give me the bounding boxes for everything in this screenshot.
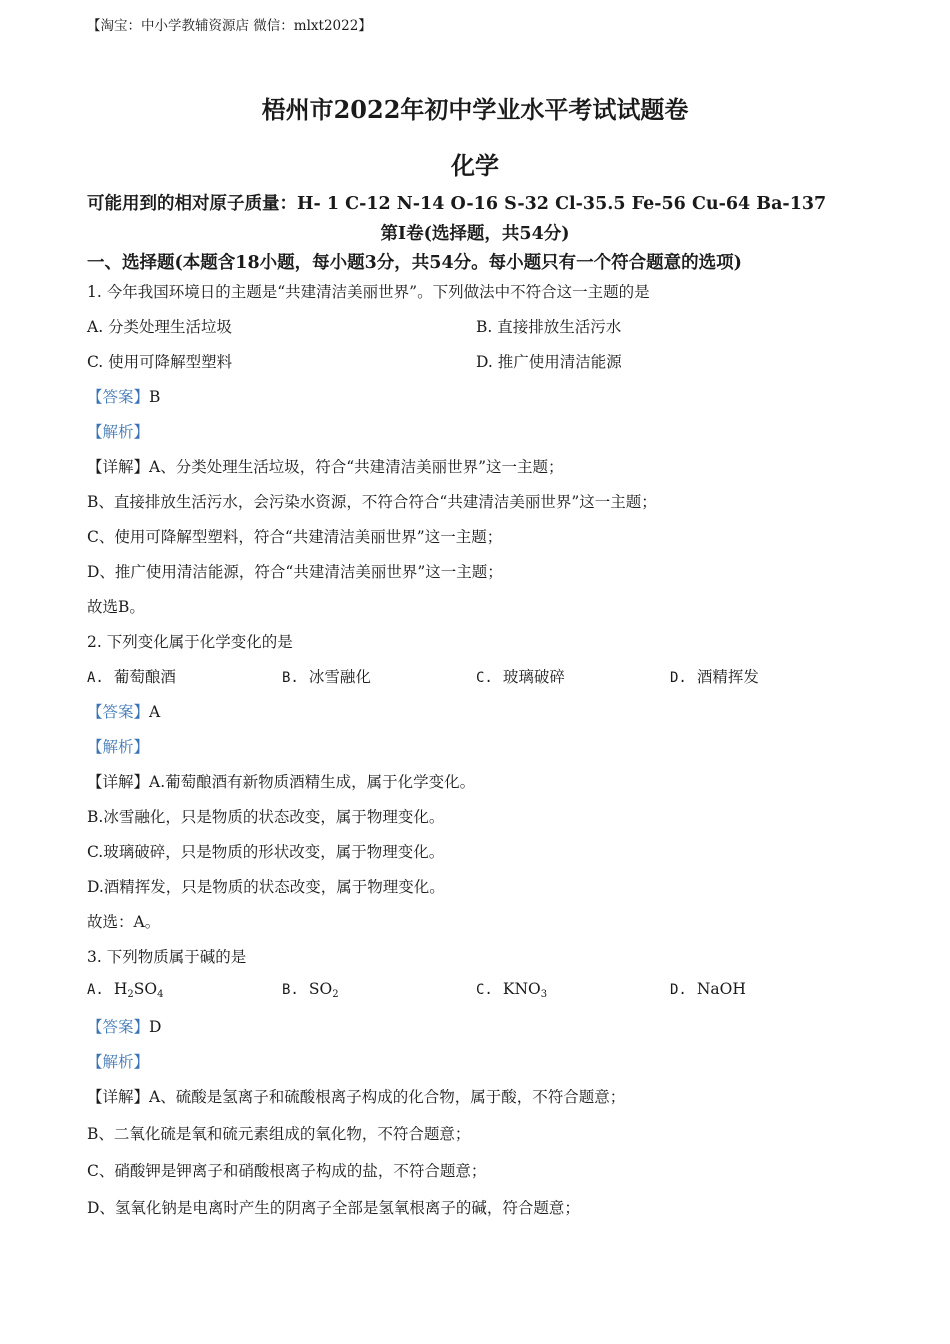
q1-detail-text: A、分类处理生活垃圾，符合“共建清洁美丽世界”这一主题； bbox=[149, 458, 564, 476]
q3-option-c bbox=[476, 980, 547, 1000]
option-letter: C. bbox=[476, 670, 493, 686]
formula-subscript: 4 bbox=[157, 989, 164, 1000]
subject-title: 化学 bbox=[451, 151, 499, 180]
q2-answer-value: A bbox=[149, 703, 161, 721]
formula-kno3 bbox=[503, 980, 547, 998]
q3-detail-4: D、氢氧化钠是电离时产生的阴离子全部是氢氧根离子的碱，符合题意； bbox=[87, 1199, 580, 1217]
q1-answer-value: B bbox=[149, 388, 161, 406]
q2-detail-4: D.酒精挥发，只是物质的状态改变，属于物理变化。 bbox=[87, 878, 445, 896]
formula-part: SO bbox=[133, 980, 158, 998]
part-title: 第Ⅰ卷(选择题，共54分) bbox=[380, 224, 570, 244]
detail-tag: 【详解】 bbox=[87, 773, 150, 791]
q2-option-c bbox=[476, 665, 565, 687]
q3-analysis-tag: 【解析】 bbox=[87, 1053, 150, 1071]
header-note: 【淘宝：中小学教辅资源店 微信：mlxt2022】 bbox=[87, 18, 372, 34]
option-letter: C. bbox=[476, 982, 493, 998]
answer-tag: 【答案】 bbox=[87, 1018, 150, 1036]
q3-option-a bbox=[87, 980, 163, 1000]
q1-analysis-tag: 【解析】 bbox=[87, 423, 150, 441]
option-text: 玻璃破碎 bbox=[502, 668, 565, 686]
q2-stem: 2. 下列变化属于化学变化的是 bbox=[87, 633, 293, 651]
formula-naoh: NaOH bbox=[696, 980, 746, 998]
q3-stem: 3. 下列物质属于碱的是 bbox=[87, 948, 247, 966]
option-text: 葡萄酿酒 bbox=[113, 668, 176, 686]
q2-detail-text: A.葡萄酿酒有新物质酒精生成，属于化学变化。 bbox=[149, 773, 476, 791]
atomic-masses: 可能用到的相对原子质量：H- 1 C-12 N-14 O-16 S-32 Cl-35.5 Fe-56 Cu-64 Ba-137 bbox=[87, 194, 827, 214]
q2-option-a bbox=[87, 665, 176, 687]
option-letter: A. bbox=[87, 982, 104, 998]
option-letter: B. bbox=[282, 982, 299, 998]
q1-option-b: B. 直接排放生活污水 bbox=[476, 318, 622, 336]
q2-analysis-tag: 【解析】 bbox=[87, 738, 150, 756]
option-letter: B. bbox=[282, 670, 299, 686]
formula-part: KNO bbox=[502, 980, 541, 998]
q3-detail-3: C、硝酸钾是钾离子和硝酸根离子构成的盐，不符合题意； bbox=[87, 1162, 487, 1180]
q2-detail-2: B.冰雪融化，只是物质的状态改变，属于物理变化。 bbox=[87, 808, 445, 826]
q1-detail-1 bbox=[87, 455, 564, 477]
q1-detail-2: B、直接排放生活污水，会污染水资源，不符合符合“共建清洁美丽世界”这一主题； bbox=[87, 493, 657, 511]
formula-subscript: 2 bbox=[332, 989, 339, 1000]
option-letter: D. bbox=[670, 670, 687, 686]
option-letter: D. bbox=[670, 982, 687, 998]
q3-option-b bbox=[282, 980, 339, 1000]
page-title: 梧州市2022年初中学业水平考试试题卷 bbox=[261, 95, 689, 124]
q1-stem: 1. 今年我国环境日的主题是“共建清洁美丽世界”。下列做法中不符合这一主题的是 bbox=[87, 283, 650, 301]
q2-detail-3: C.玻璃破碎，只是物质的形状改变，属于物理变化。 bbox=[87, 843, 445, 861]
q1-conclusion: 故选B。 bbox=[87, 598, 145, 616]
option-letter: A. bbox=[87, 670, 104, 686]
option-text: 酒精挥发 bbox=[696, 668, 759, 686]
answer-tag: 【答案】 bbox=[87, 703, 150, 721]
q3-detail-2: B、二氧化硫是氧和硫元素组成的氧化物，不符合题意； bbox=[87, 1125, 471, 1143]
q2-option-b bbox=[282, 665, 371, 687]
section-title: 一、选择题(本题含18小题，每小题3分，共54分。每小题只有一个符合题意的选项) bbox=[87, 253, 742, 273]
q1-answer bbox=[87, 385, 160, 407]
q3-detail-text: A、硫酸是氢离子和硫酸根离子构成的化合物，属于酸，不符合题意； bbox=[149, 1088, 626, 1106]
q2-conclusion: 故选：A。 bbox=[87, 913, 161, 931]
q1-option-c: C. 使用可降解型塑料 bbox=[87, 353, 233, 371]
formula-part: H bbox=[113, 980, 128, 998]
q2-option-d bbox=[670, 665, 759, 687]
q3-option-d bbox=[670, 980, 746, 998]
q3-answer bbox=[87, 1015, 161, 1037]
q3-detail-1 bbox=[87, 1085, 625, 1107]
q3-answer-value: D bbox=[149, 1018, 162, 1036]
q2-answer bbox=[87, 700, 160, 722]
q1-option-a: A. 分类处理生活垃圾 bbox=[87, 318, 233, 336]
formula-part: SO bbox=[308, 980, 333, 998]
formula-so2 bbox=[309, 980, 339, 998]
option-text: 冰雪融化 bbox=[308, 668, 371, 686]
answer-tag: 【答案】 bbox=[87, 388, 150, 406]
q1-detail-4: D、推广使用清洁能源，符合“共建清洁美丽世界”这一主题； bbox=[87, 563, 503, 581]
detail-tag: 【详解】 bbox=[87, 1088, 150, 1106]
formula-subscript: 3 bbox=[540, 989, 548, 1000]
detail-tag: 【详解】 bbox=[87, 458, 150, 476]
formula-subscript: 2 bbox=[127, 989, 134, 1000]
q1-detail-3: C、使用可降解型塑料，符合“共建清洁美丽世界”这一主题； bbox=[87, 528, 503, 546]
q1-option-d: D. 推广使用清洁能源 bbox=[476, 353, 622, 371]
formula-h2so4 bbox=[114, 980, 164, 998]
q2-detail-1 bbox=[87, 770, 475, 792]
